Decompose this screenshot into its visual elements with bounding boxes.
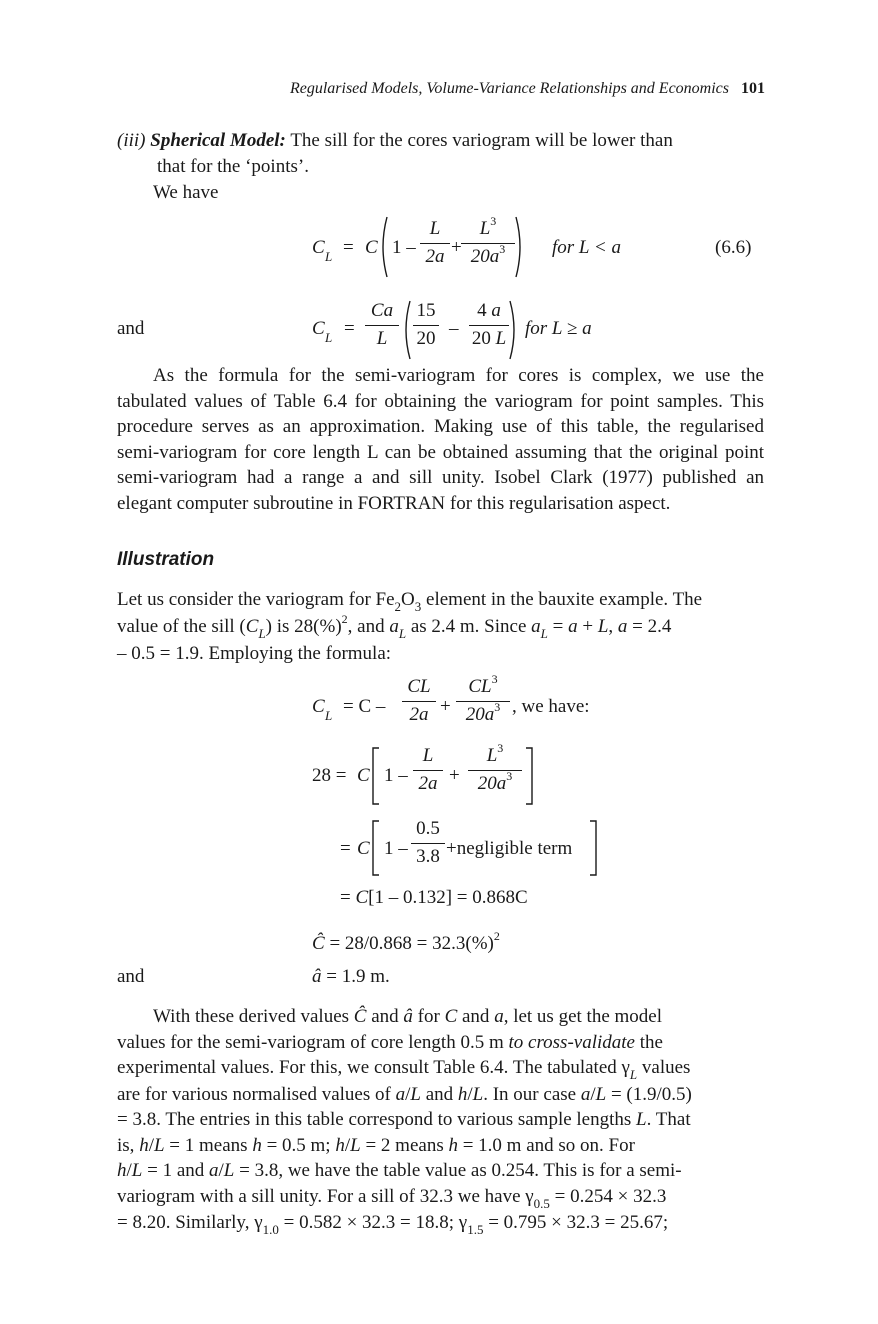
eq-rhs: = C –	[343, 696, 386, 717]
fraction-05-38: 0.5 3.8	[411, 818, 445, 868]
eq-lhs: C	[312, 318, 325, 339]
eq-plus: +	[440, 696, 451, 717]
running-title: Regularised Models, Volume-Variance Relationships and Economics	[289, 80, 729, 97]
frac2-num: 4	[477, 300, 487, 321]
frac1-bar	[420, 243, 450, 244]
eq-plus: +	[451, 237, 462, 258]
equation-28	[312, 741, 572, 807]
eq-c: C	[357, 765, 370, 786]
spherical-model-line	[117, 128, 764, 154]
running-header	[290, 80, 765, 98]
frac1-num: 15	[416, 300, 436, 321]
para3-line-6: is, h/L = 1 means h = 0.5 m; h/L = 2 means h = 1.0 m and so on. For	[117, 1134, 635, 1156]
paragraph-1: As the formula for the semi-variogram for cores is complex, we use the tabulated values of Table 6.4 for obtaining the variogram for point samples. This procedure serves as an approximation. Making use of this table, the regularised semi-variogram for core length L can be obtained assuming that the original point semi-variogram had a range a and sill unity. Isobel Clark (1977) published an elegant computer subroutine in FORTRAN for this regularisation aspect.	[117, 365, 764, 514]
frac1-num: L	[429, 218, 441, 239]
item-label: (iii)	[117, 130, 146, 151]
fracA-den: L	[376, 328, 388, 349]
and-label: and	[117, 318, 145, 339]
eq-lhs-sub: L	[325, 708, 333, 723]
frac1-den: 2a	[409, 704, 429, 725]
eq-plus: +	[449, 765, 460, 786]
para2-line-2: value of the sill $(C_L)$ is 28(%)$^2$, and $a_L$ as 2.4 m. Since $a_L = a + L$, a = 2.4	[117, 611, 672, 641]
frac1-bar	[402, 701, 436, 702]
spherical-text-1: The sill for the cores variogram will be lower than	[290, 130, 673, 151]
para2-line-1: Let us consider the variogram for $Fe_2O_3$ element in the bauxite example. The	[117, 589, 703, 614]
equation-l-geq-a	[117, 300, 637, 362]
fraction-l3-20a3: $L^3$ $20a^3$	[468, 745, 522, 795]
left-bracket	[372, 747, 380, 805]
fraction-cl3-20a3: $CL^3$ $20a^3$	[456, 676, 510, 726]
eq-equals: =	[343, 237, 354, 258]
eq-c: C	[365, 237, 378, 258]
fraction-1	[420, 218, 450, 268]
left-paren	[378, 216, 388, 278]
para3-line-5: = 3.8. The entries in this table correspond to various sample lengths L. That	[117, 1109, 691, 1130]
equation-number: (6.6)	[715, 237, 752, 258]
equation-negligible	[340, 818, 610, 880]
fraction-cl-2a	[402, 676, 436, 726]
equation-6-6	[312, 216, 772, 278]
eq-c: C	[357, 838, 370, 859]
fraction-15-20	[413, 300, 439, 350]
frac2-bar	[456, 701, 510, 702]
eq-one-minus: 1 –	[384, 838, 408, 859]
section-title: Spherical Model:	[150, 130, 286, 151]
frac2-den: 20	[471, 328, 491, 349]
eq-one-minus: 1 –	[392, 237, 416, 258]
fraction-2	[461, 214, 515, 268]
spherical-text-2: that for the ‘points’.	[157, 156, 309, 177]
equation-0868c: = C[1 – 0.132] = 0.868C	[340, 887, 528, 908]
eq-minus: –	[449, 318, 459, 339]
eq-condition: for L ≥ a	[525, 318, 592, 339]
frac2-den: 20a	[470, 246, 500, 267]
para3-line-9: = 8.20. Similarly, $\gamma_{1.0} = 0.582 \times 32.3 = 18.8$; $\gamma_{1.5} = 0.795 \times 32.3 = 25.67$;	[117, 1212, 669, 1237]
eq-lhs: C	[312, 696, 325, 717]
left-bracket	[372, 820, 380, 876]
frac1-num: CL	[407, 676, 431, 697]
para3-line-7: h/L = 1 and a/L = 3.8, we have the table value as 0.254. This is for a semi-	[117, 1160, 682, 1181]
paragraph-2	[117, 587, 764, 667]
fracA-bar	[365, 325, 399, 326]
eq-lhs: C	[312, 237, 325, 258]
eq-condition: for L < a	[552, 237, 621, 258]
eq-equals: =	[340, 838, 351, 859]
para2-line-3: – 0.5 = 1.9. Employing the formula:	[117, 643, 392, 664]
para3-line-8: variogram with a sill unity. For a sill of 32.3 we have $\gamma_{0.5} = 0.254 \times 32.3$	[117, 1185, 667, 1211]
equation-cl-formula	[312, 672, 642, 738]
fracA-num: Ca	[370, 300, 394, 321]
eq-tail: , we have:	[512, 696, 590, 717]
frac1-den: 20	[416, 328, 436, 349]
equation-c-hat: Ĉ = 28/0.868 = 32.3(%)$^2$	[312, 929, 500, 954]
left-paren	[401, 300, 411, 360]
eq-equals: =	[344, 318, 355, 339]
paragraph-3	[117, 1004, 764, 1237]
frac1-den: 2a	[425, 246, 445, 267]
frac1-bar	[413, 325, 439, 326]
eq-negligible-term: +negligible term	[446, 838, 573, 859]
eq-one-minus: 1 –	[384, 765, 408, 786]
frac2-bar	[461, 243, 515, 244]
right-paren	[515, 216, 525, 278]
fraction-l-2a: L 2a	[413, 745, 443, 795]
eq-lhs-sub: L	[325, 249, 333, 264]
frac2-num: L	[479, 218, 491, 239]
eq-lhs-sub: L	[325, 330, 333, 345]
frac2-bar	[469, 325, 509, 326]
and-label: and	[117, 966, 145, 987]
page-number: 101	[741, 80, 765, 97]
fraction-4a-20l	[469, 300, 509, 350]
we-have-text: We have	[153, 182, 219, 203]
frac2-num-sup: 3	[490, 214, 497, 228]
right-paren	[509, 300, 519, 360]
para3-line-1: With these derived values Ĉ and â for C and a, let us get the model	[153, 1006, 662, 1027]
right-bracket	[589, 820, 597, 876]
para3-line-4: are for various normalised values of a/L and h/L. In our case a/L = (1.9/0.5)	[117, 1083, 692, 1105]
fraction-ca-l	[365, 300, 399, 350]
eq-lhs: 28 =	[312, 765, 347, 786]
para3-line-3: experimental values. For this, we consult Table 6.4. The tabulated $\gamma_L$ values	[117, 1057, 691, 1082]
right-bracket	[525, 747, 533, 805]
frac2-num-b: a	[491, 300, 501, 321]
para3-line-2: values for the semi-variogram of core length 0.5 m to cross-validate the	[117, 1031, 663, 1053]
frac2-den-b: L	[495, 328, 507, 349]
illustration-heading: Illustration	[117, 549, 215, 570]
frac2-den-sup: 3	[499, 242, 506, 256]
equation-a-hat: and â = 1.9 m.	[117, 966, 390, 987]
